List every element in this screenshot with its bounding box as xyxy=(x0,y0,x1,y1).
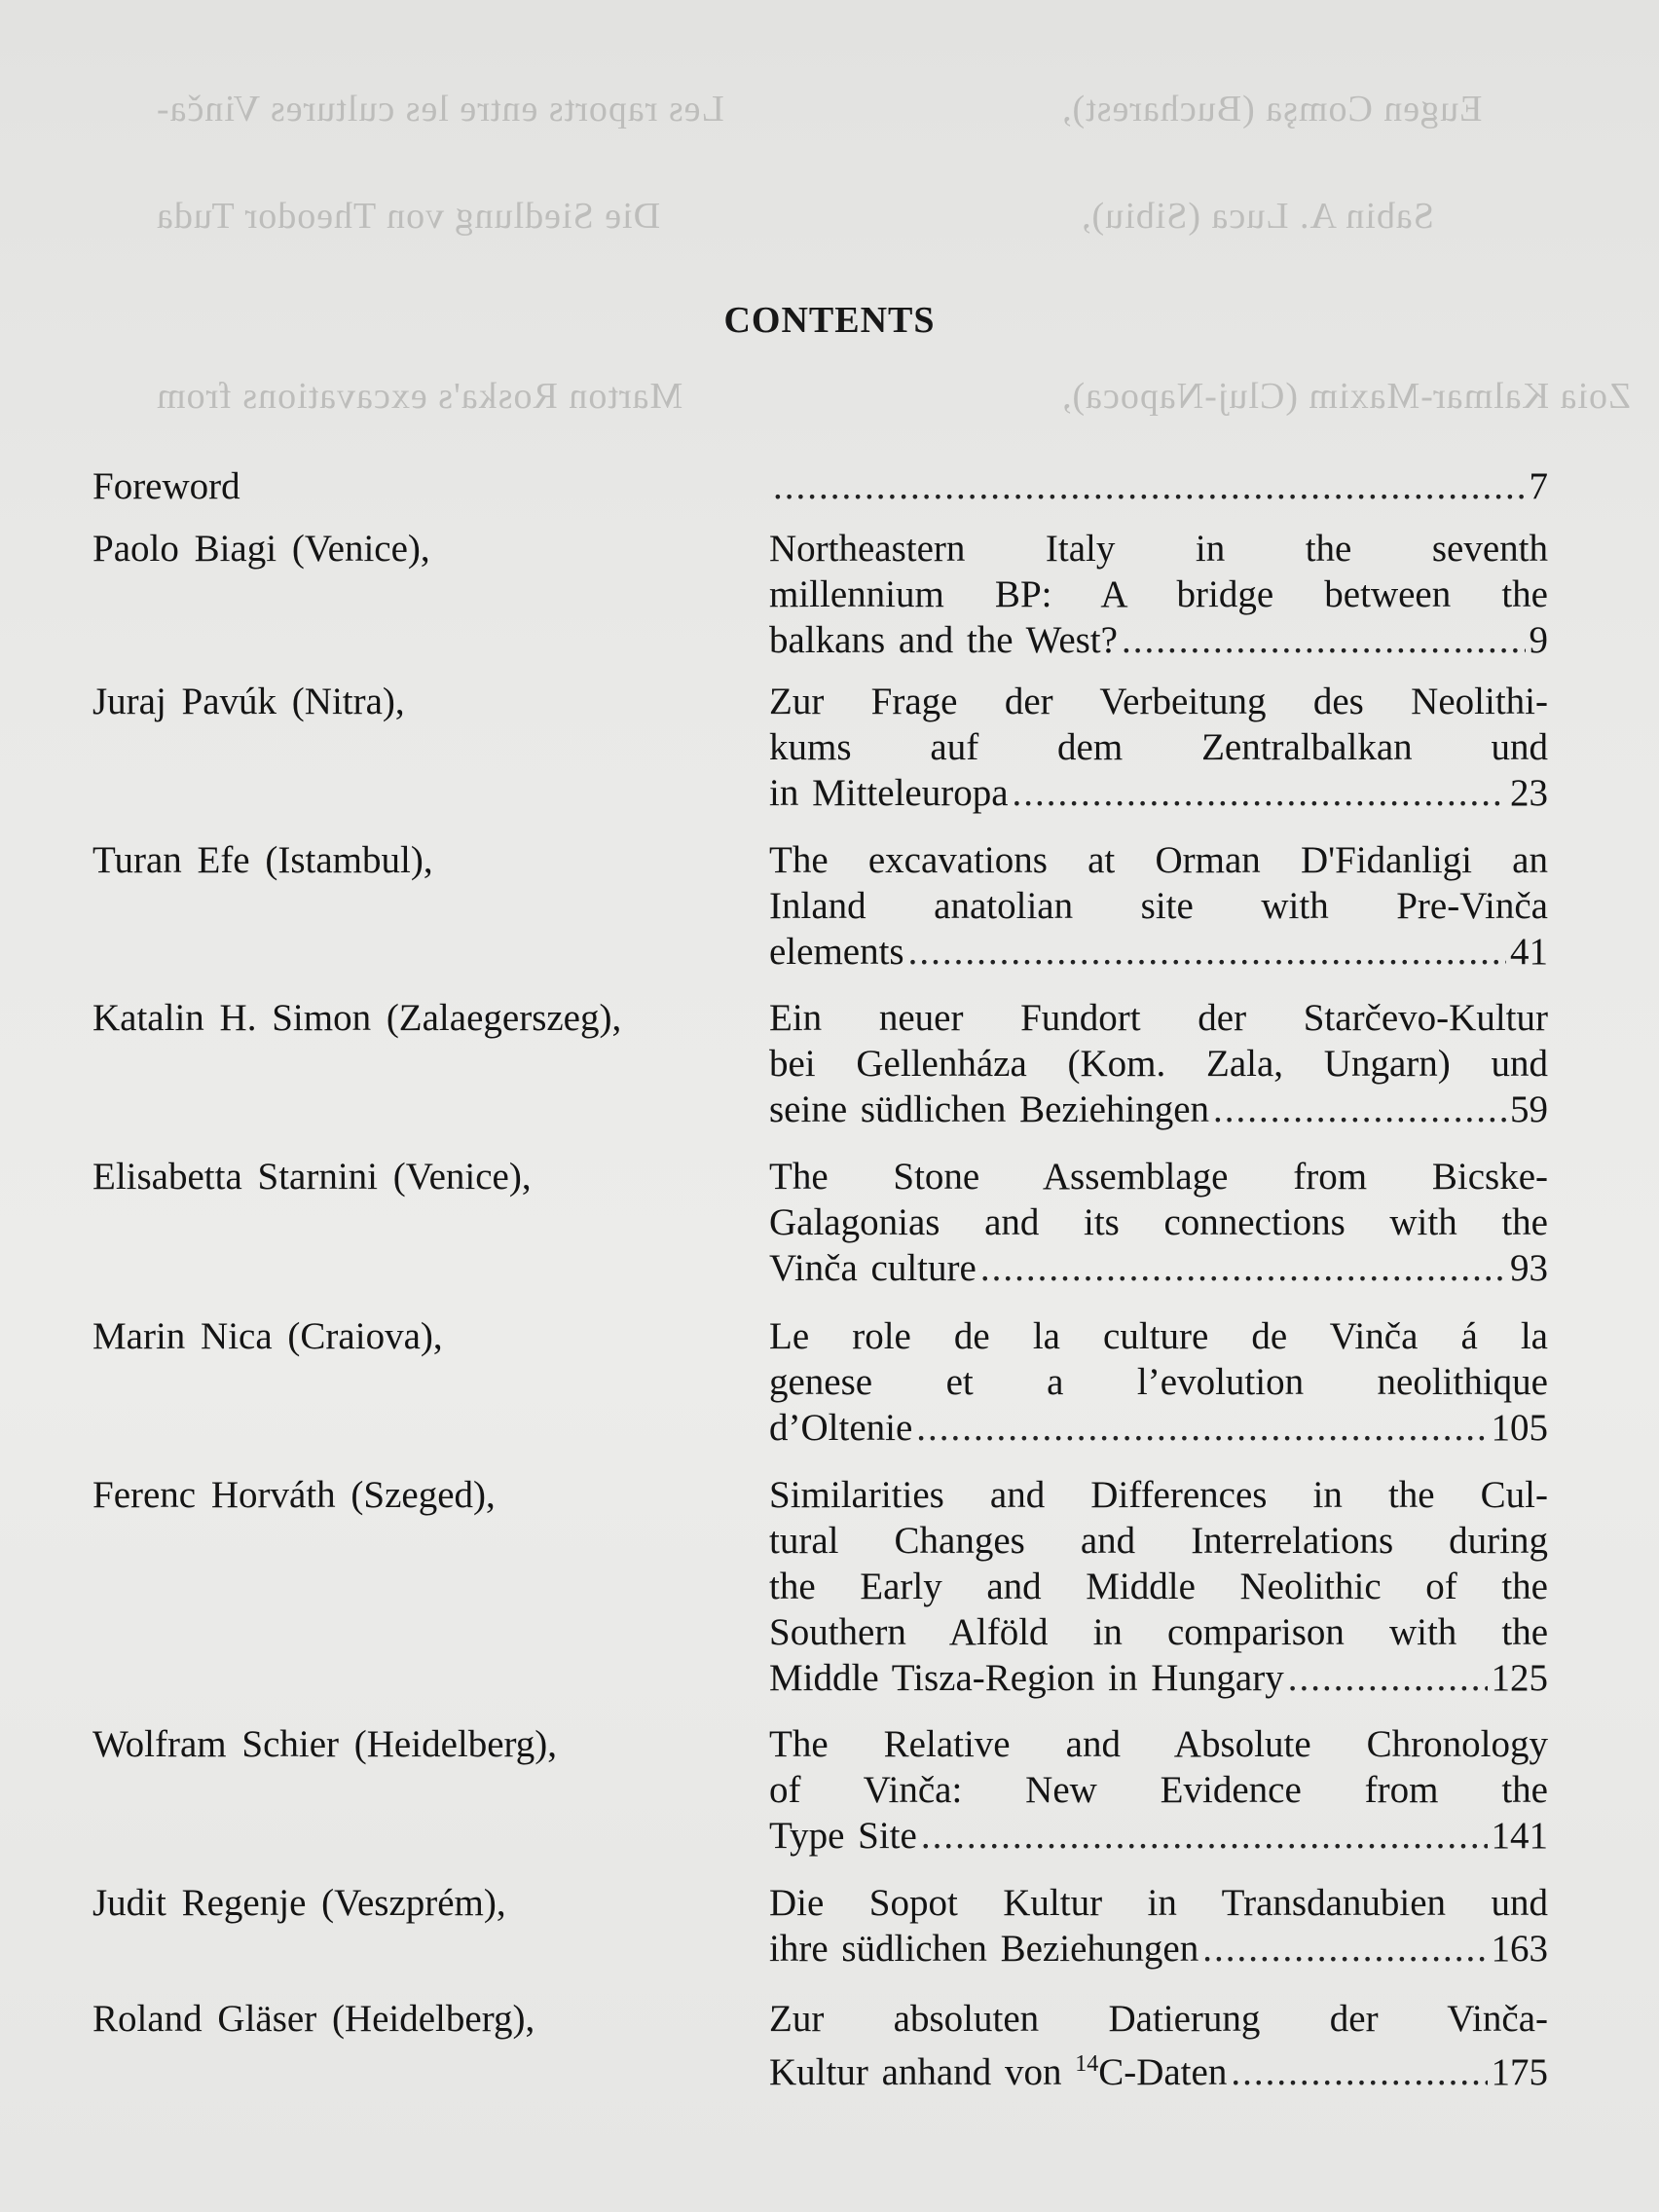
leader-dots xyxy=(1122,617,1526,663)
toc-title-line: Le role de la culture de Vinča á la xyxy=(769,1315,1548,1357)
leader-dots xyxy=(1013,770,1506,816)
leader-dots xyxy=(1231,2049,1487,2095)
toc-title-line: Ein neuer Fundort der Starčevo-Kultur xyxy=(769,997,1548,1039)
bleed-through-text: Die Siedlung von Theodor Tuda xyxy=(156,196,661,237)
toc-author: Judit Regenje (Veszprém), xyxy=(92,1882,506,1924)
toc-page-number: 175 xyxy=(1491,2051,1548,2093)
toc-page-number: 141 xyxy=(1491,1815,1548,1857)
toc-title-line: Zur Frage der Verbeitung des Neolithi- xyxy=(769,681,1548,722)
toc-work xyxy=(769,837,1548,975)
toc-title-line: of Vinča: New Evidence from the xyxy=(769,1769,1548,1811)
toc-page-number: 7 xyxy=(1529,465,1548,507)
leader-dots xyxy=(916,1405,1487,1451)
toc-title-line: The Stone Assemblage from Bicske- xyxy=(769,1156,1548,1198)
toc-work xyxy=(769,1154,1548,1291)
toc-title-line: Die Sopot Kultur in Transdanubien und xyxy=(769,1882,1548,1924)
leader-dots xyxy=(1202,1926,1487,1972)
toc-page-number: 41 xyxy=(1510,931,1548,973)
toc-title-line: Vinča culture xyxy=(769,1247,977,1289)
toc-title-line: the Early and Middle Neolithic of the xyxy=(769,1566,1548,1607)
toc-title-text: Kultur anhand von xyxy=(769,2051,1076,2093)
toc-title-line: Type Site xyxy=(769,1815,917,1857)
toc-title-line: Zur absoluten Datierung der Vinča- xyxy=(769,1998,1548,2040)
superscript: 14 xyxy=(1075,2051,1099,2077)
toc-work xyxy=(769,1472,1548,1701)
toc-title-line: Similarities and Differences in the Cul- xyxy=(769,1474,1548,1516)
toc-title-line: ihre südlichen Beziehungen xyxy=(769,1928,1199,1970)
toc-work xyxy=(769,995,1548,1132)
toc-title-line: The excavations at Orman D'Fidanligi an xyxy=(769,839,1548,881)
page-title: CONTENTS xyxy=(723,300,936,342)
toc-author: Turan Efe (Istambul), xyxy=(92,839,433,881)
toc-author: Paolo Biagi (Venice), xyxy=(92,528,430,570)
toc-title-line: kums auf dem Zentralbalkan und xyxy=(769,726,1548,768)
toc-title-line: in Mitteleuropa xyxy=(769,772,1009,814)
toc-author: Foreword xyxy=(92,465,240,507)
toc-author: Wolfram Schier (Heidelberg), xyxy=(92,1723,558,1765)
toc-title-line: Galagonias and its connections with the xyxy=(769,1201,1548,1243)
toc-work xyxy=(769,1880,1548,1972)
toc-page-number: 125 xyxy=(1491,1657,1548,1699)
toc-title-line: tural Changes and Interrelations during xyxy=(769,1520,1548,1562)
leader-dots xyxy=(1288,1655,1488,1701)
bleed-through-text: Sabin A. Luca (Sibiu), xyxy=(1081,196,1434,237)
toc-title-line: Middle Tisza-Region in Hungary xyxy=(769,1657,1284,1699)
toc-work xyxy=(769,679,1548,816)
leader-dots xyxy=(921,1813,1488,1859)
toc-page-number: 93 xyxy=(1510,1247,1548,1289)
toc-author: Juraj Pavúk (Nitra), xyxy=(92,681,405,722)
toc-title-line: seine südlichen Beziehingen xyxy=(769,1088,1210,1130)
toc-author: Katalin H. Simon (Zalaegerszeg), xyxy=(92,997,622,1039)
toc-title-line: Northeastern Italy in the seventh xyxy=(769,528,1548,570)
bleed-through-text: Marton Roska's excavations from xyxy=(156,376,683,417)
toc-page-number: 9 xyxy=(1529,619,1548,661)
toc-author: Ferenc Horváth (Szeged), xyxy=(92,1474,496,1516)
toc-title-line: d’Oltenie xyxy=(769,1407,913,1449)
leader-dots xyxy=(908,929,1506,975)
toc-title-line: The Relative and Absolute Chronology xyxy=(769,1723,1548,1765)
toc-work xyxy=(769,1313,1548,1451)
toc-title-line: bei Gellenháza (Kom. Zala, Ungarn) und xyxy=(769,1043,1548,1085)
toc-title-line: balkans and the West? xyxy=(769,619,1118,661)
toc-title-line: genese et a l’evolution neolithique xyxy=(769,1361,1548,1403)
toc-page-number: 105 xyxy=(1491,1407,1548,1449)
toc-work xyxy=(769,1996,1548,2093)
toc-title-line: elements xyxy=(769,931,904,973)
toc-page-number: 163 xyxy=(1491,1928,1548,1970)
toc-title-line: Southern Alföld in comparison with the xyxy=(769,1611,1548,1653)
toc-work xyxy=(769,526,1548,663)
toc-page-number: 23 xyxy=(1510,772,1548,814)
toc-author: Elisabetta Starnini (Venice), xyxy=(92,1156,532,1198)
bleed-through-text: Eugen Comşa (Bucharest), xyxy=(1061,89,1483,129)
toc-author: Roland Gläser (Heidelberg), xyxy=(92,1998,535,2040)
leader-dots xyxy=(1213,1087,1506,1132)
toc-work xyxy=(769,1721,1548,1859)
bleed-through-text: Zoia Kalmar-Maxim (Cluj-Napoca), xyxy=(1061,376,1632,417)
bleed-through-text: Les raports entre les cultures Vinča- xyxy=(156,89,724,129)
leader-dots xyxy=(980,1245,1506,1291)
toc-title-text: C-Daten xyxy=(1098,2051,1228,2093)
toc-title-line: millennium BP: A bridge between the xyxy=(769,573,1548,615)
toc-title-line: Inland anatolian site with Pre-Vinča xyxy=(769,885,1548,927)
leader-dots xyxy=(773,463,1526,509)
toc-work xyxy=(769,463,1548,509)
toc-page-number: 59 xyxy=(1510,1088,1548,1130)
toc-author: Marin Nica (Craiova), xyxy=(92,1315,443,1357)
toc-title-line xyxy=(769,2042,1227,2095)
